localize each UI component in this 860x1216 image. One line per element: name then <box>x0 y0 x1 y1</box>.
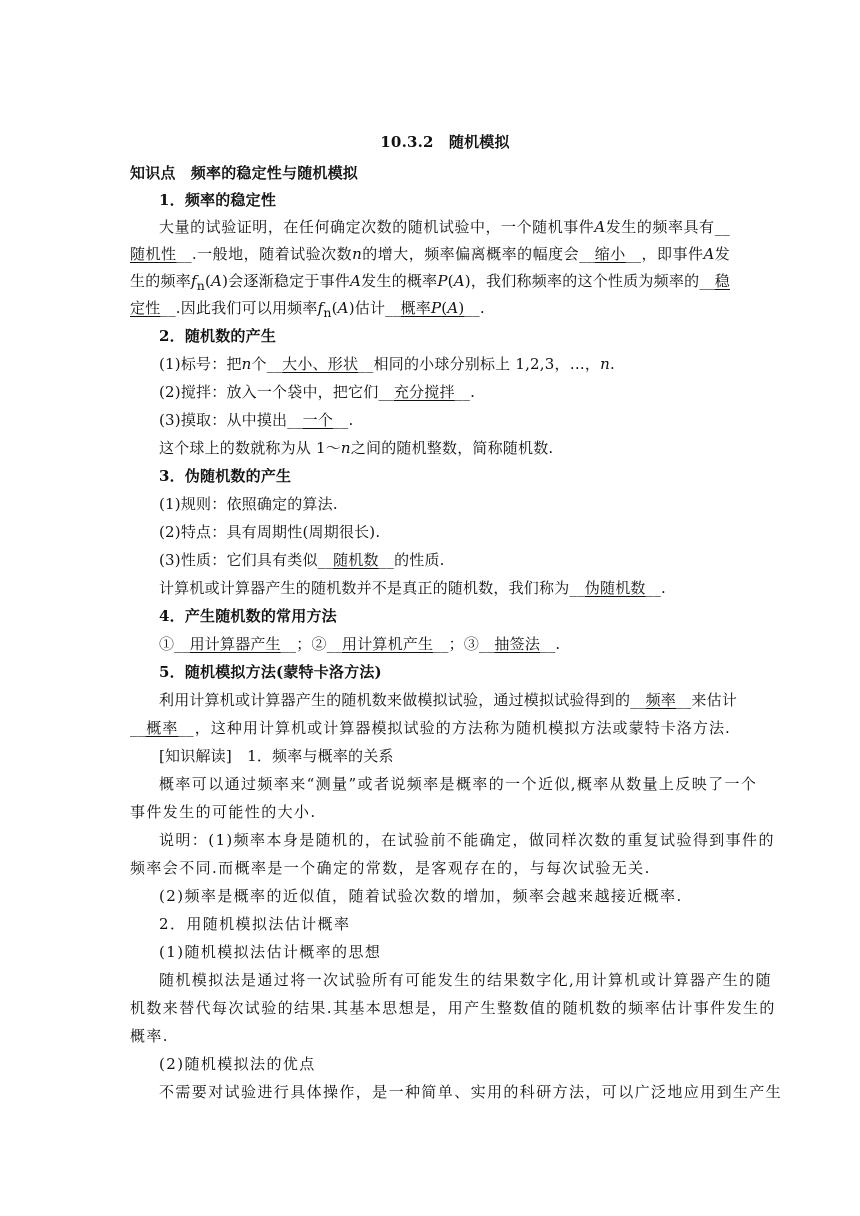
s3-line-1: (1)规则：依照确定的算法. <box>159 495 338 513</box>
s1-line-4: 定性__.因此我们可以用频率$f_n(A)$估计__概率P(A)__. <box>130 299 485 320</box>
heading-common-methods: 4．产生随机数的常用方法 <box>159 607 337 625</box>
s3-line-2: (2)特点：具有周期性(周期很长). <box>159 523 381 541</box>
explain-line-12: (2)随机模拟法的优点 <box>159 1055 316 1073</box>
answer-random-number: 随机数 <box>333 551 379 569</box>
answer-stability-part2: 定性 <box>130 299 161 317</box>
explain-line-2: 概率可以通过频率来“测量”或者说频率是概率的一个近似,概率从数量上反映了一个 <box>159 775 758 793</box>
s1-line-3: 生的频率$f_n(A)$会逐渐稳定于事件A发生的概率P(A)，我们称频率的这个性质为频率的__稳 <box>130 272 730 293</box>
page-title: 10.3.2 随机模拟 <box>380 133 510 151</box>
explain-line-13: 不需要对试验进行具体操作，是一种简单、实用的科研方法，可以广泛地应用到生产生 <box>159 1083 783 1101</box>
heading-monte-carlo: 5．随机模拟方法(蒙特卡洛方法) <box>159 663 382 681</box>
explain-line-9: 随机模拟法是通过将一次试验所有可能发生的结果数字化,用计算机或计算器产生的随 <box>159 971 772 989</box>
s4-line-1: ①__用计算器产生__；②__用计算机产生__；③__抽签法__. <box>159 635 561 653</box>
explain-line-7: 2．用随机模拟法估计概率 <box>159 915 351 933</box>
explain-line-10: 机数来替代每次试验的结果.其基本思想是，用产生整数值的随机数的频率估计事件发生的 <box>130 999 776 1017</box>
answer-randomness: 随机性 <box>130 245 177 263</box>
answer-probability-PA: 概率P(A) <box>400 299 465 317</box>
heading-frequency-stability: 1．频率的稳定性 <box>159 191 277 209</box>
explain-line-4: 说明：(1)频率本身是随机的，在试验前不能确定，做同样次数的重复试验得到事件的 <box>159 831 775 849</box>
s1-line-2: 随机性__.一般地，随着试验次数n的增大，频率偏离概率的幅度会__缩小__，即事件A发 <box>130 245 731 263</box>
s3-line-4: 计算机或计算器产生的随机数并不是真正的随机数，我们称为__伪随机数__. <box>159 579 666 597</box>
s2-line-4: 这个球上的数就称为从 1～n之间的随机整数，简称随机数. <box>159 439 554 457</box>
explain-line-3: 事件发生的可能性的大小. <box>130 803 317 821</box>
answer-stability-part1: 稳 <box>714 272 730 290</box>
explain-line-11: 概率. <box>130 1027 169 1045</box>
explain-heading: [知识解读] 1．频率与概率的关系 <box>159 747 394 765</box>
answer-computer: 用计算机产生 <box>342 635 434 653</box>
answer-stir: 充分搅拌 <box>393 383 455 401</box>
s3-line-3: (3)性质：它们具有类似__随机数__的性质. <box>159 551 445 569</box>
answer-pseudo-random: 伪随机数 <box>584 579 646 597</box>
answer-lottery: 抽签法 <box>494 635 541 653</box>
s2-line-2: (2)搅拌：放入一个袋中，把它们__充分搅拌__. <box>159 383 476 401</box>
section-heading: 知识点 频率的稳定性与随机模拟 <box>130 164 359 182</box>
s2-line-1: (1)标号：把n个__大小、形状__相同的小球分别标上 1,2,3，…，n. <box>159 355 615 373</box>
s1-line-1: 大量的试验证明，在任何确定次数的随机试验中，一个随机事件A发生的频率具有__ <box>159 218 730 236</box>
s5-line-2: __概率__，这种用计算机或计算器模拟试验的方法称为随机模拟方法或蒙特卡洛方法. <box>130 719 730 737</box>
heading-pseudo-random: 3．伪随机数的产生 <box>159 467 292 485</box>
answer-calculator: 用计算器产生 <box>189 635 281 653</box>
s2-line-3: (3)摸取：从中摸出__一个__. <box>159 411 354 429</box>
answer-frequency: 频率 <box>645 691 677 709</box>
explain-line-5: 频率会不同.而概率是一个确定的常数，是客观存在的，与每次试验无关. <box>130 859 651 877</box>
explain-line-8: (1)随机模拟法估计概率的思想 <box>159 943 382 961</box>
answer-one: 一个 <box>302 411 334 429</box>
s5-line-1: 利用计算机或计算器产生的随机数来做模拟试验，通过模拟试验得到的__频率__来估计 <box>159 691 738 709</box>
answer-probability: 概率 <box>145 719 179 737</box>
answer-size-shape: 大小、形状 <box>282 355 359 373</box>
heading-random-number-generation: 2．随机数的产生 <box>159 327 277 345</box>
answer-shrink: 缩小 <box>594 245 626 263</box>
explain-line-6: (2)频率是概率的近似值，随着试验次数的增加，频率会越来越接近概率. <box>159 887 683 905</box>
